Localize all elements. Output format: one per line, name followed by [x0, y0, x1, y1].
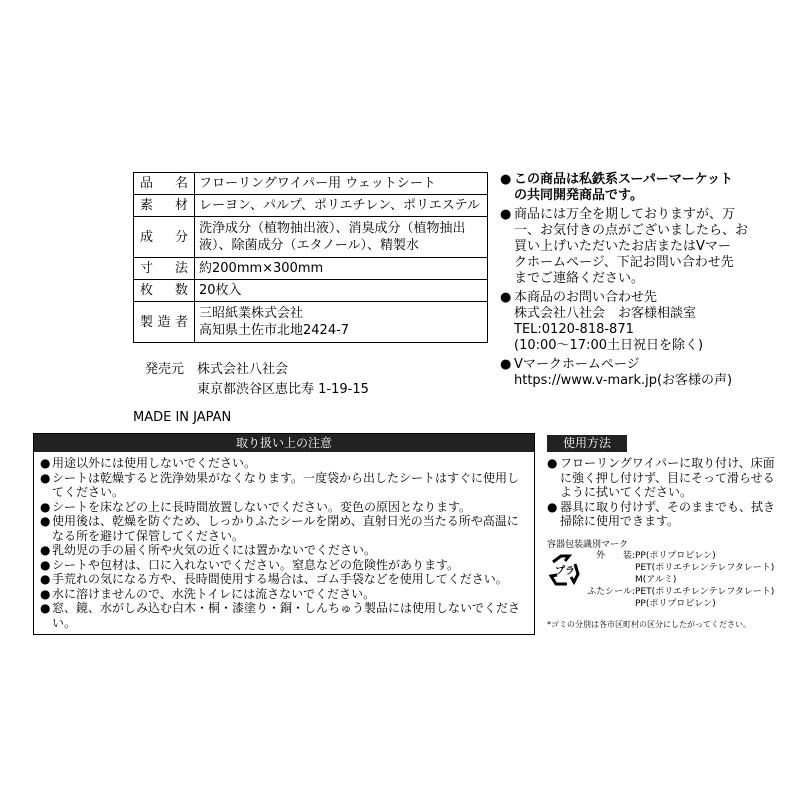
recycle-row — [585, 574, 785, 586]
note-line: 商品には万全を期しておりますが、万 — [514, 207, 736, 222]
bullet-icon: ● — [40, 470, 51, 485]
spec-label: 品 名 — [134, 173, 195, 195]
spec-row-ingredients — [134, 217, 488, 258]
bullet-icon: ● — [40, 543, 51, 557]
spec-table — [133, 172, 488, 343]
spec-value: 20枚入 — [195, 280, 488, 302]
spec-label: 製造者 — [134, 302, 195, 343]
bullet-icon: ● — [40, 557, 51, 572]
spec-value: フローリングワイパー用 ウェットシート — [195, 173, 488, 195]
spec-value-line: 液）、除菌成分（エタノール）、精製水 — [199, 238, 419, 253]
spec-value-line: 三昭紙業株式会社 — [199, 306, 304, 321]
recycle-row — [585, 562, 785, 574]
notes-block — [500, 172, 785, 389]
spec-value: 約200mm×300mm — [195, 258, 488, 280]
bullet-icon: ● — [500, 290, 512, 305]
caution-item: ● シートは乾燥すると洗浄効果がなくなります。一度袋から出したシートはすぐに使用してください。 — [40, 470, 520, 499]
recycle-part: 外 装: — [595, 551, 635, 561]
recycle-title: 容器包装識別マーク — [547, 540, 629, 550]
recycle-material: PP(ポリプロピレン) — [635, 599, 716, 609]
caution-item: ● 手荒れの気になる方や、長時間使用する場合は、ゴム手袋などを使用してください。 — [40, 572, 508, 586]
bullet-icon: ● — [500, 172, 512, 187]
recycle-materials — [585, 550, 785, 610]
recycle-note: *ゴミの分別は各市区町村の区分にしたがってください。 — [547, 620, 751, 629]
caution-title: 取り扱い上の注意 — [34, 434, 534, 452]
recycle-part: ふたシール: — [587, 587, 635, 597]
caution-item: ● シートを床などの上に長時間放置しないでください。変色の原因となります。 — [40, 499, 472, 514]
spec-value — [195, 302, 488, 343]
usage-block — [547, 456, 777, 529]
note-line: Vマークホームページ — [514, 357, 640, 372]
caution-item: ● 水に溶けませんので、水洗トイレには流さないでください。 — [40, 586, 376, 601]
seller-address: 東京都渋谷区恵比寿 1-19-15 — [197, 382, 369, 397]
recycle-row — [585, 586, 785, 598]
note-line: この商品は私鉄系スーパーマーケット — [514, 172, 734, 187]
spec-row-count — [134, 280, 488, 302]
pla-recycle-icon — [547, 552, 583, 588]
note-homepage — [500, 357, 785, 389]
bullet-icon: ● — [40, 586, 51, 601]
spec-value — [195, 217, 488, 258]
seller-name: 株式会社八社会 — [197, 362, 289, 377]
spec-label: 素 材 — [134, 195, 195, 217]
usage-item: ● フローリングワイパーに取り付け、床面に強く押し付けず、目にそって滑らせるように拭いてください。 — [547, 456, 775, 499]
recycle-material: M(アルミ) — [635, 575, 677, 585]
note-line: 一、お気付きの点がございましたら、お — [514, 223, 749, 238]
spec-value: レーヨン、パルプ、ポリエチレン、ポリエステル — [195, 195, 488, 217]
bullet-icon: ● — [40, 601, 51, 615]
bullet-icon: ● — [547, 499, 558, 514]
seller-label: 発売元 — [145, 362, 185, 377]
recycle-material: PP(ポリプロピレン) — [635, 551, 716, 561]
spec-label: 枚 数 — [134, 280, 195, 302]
caution-item: ● 窓、鏡、水がしみ込む白木・桐・漆塗り・銅・しんちゅう製品には使用しないでください。 — [40, 601, 521, 630]
caution-list — [34, 456, 534, 630]
spec-label: 寸 法 — [134, 258, 195, 280]
caution-item: ● 乳幼児の手の届く所や火気の近くには置かないでください。 — [40, 543, 377, 557]
note-inquiry — [500, 290, 785, 354]
bullet-icon: ● — [500, 357, 512, 372]
recycle-material: PET(ポリエチレンテレフタレート) — [635, 563, 775, 573]
spec-value-line: 高知県土佐市北地2424-7 — [199, 323, 350, 338]
bullet-icon: ● — [40, 514, 51, 528]
homepage-url: https://www.v-mark.jp(お客様の声) — [514, 373, 733, 388]
recycle-row — [585, 598, 785, 610]
bullet-icon: ● — [40, 572, 51, 586]
spec-row-manufacturer — [134, 302, 488, 343]
note-line: クホームページ、下記お問い合わせ先 — [514, 255, 734, 270]
recycle-icon-text: プラ — [555, 566, 575, 577]
note-line: までご連絡ください。 — [514, 271, 645, 286]
caution-item: ● 用途以外には使用しないでください。 — [40, 456, 257, 470]
note-phone: TEL:0120-818-871 — [514, 322, 634, 337]
bullet-icon: ● — [40, 456, 51, 470]
note-hours: (10:00～17:00土日祝日を除く) — [514, 338, 704, 353]
spec-label: 成 分 — [134, 217, 195, 258]
usage-title: 使用方法 — [547, 435, 627, 452]
bullet-icon: ● — [500, 207, 512, 222]
spec-row-size — [134, 258, 488, 280]
spec-row-name — [134, 173, 488, 195]
spec-value-line: 洗浄成分（植物抽出液）、消臭成分（植物抽出 — [199, 221, 466, 236]
bullet-icon: ● — [40, 499, 51, 514]
made-in-label: MADE IN JAPAN — [133, 410, 232, 425]
note-contact-request — [500, 207, 785, 287]
usage-item: ● 器具に取り付けず、そのままでも、拭き掃除に使用できます。 — [547, 499, 776, 528]
recycle-material: PET(ポリエチレンテレフタレート) — [635, 587, 775, 597]
note-line: 買い上げいただいたお店またはVマー — [514, 239, 731, 254]
note-line: 本商品のお問い合わせ先 — [514, 290, 658, 305]
bullet-icon: ● — [547, 456, 558, 470]
caution-item: ● シートや包材は、口に入れないでください。窒息などの危険性があります。 — [40, 557, 460, 572]
note-joint-development — [500, 172, 785, 204]
note-line: の共同開発商品です。 — [514, 188, 643, 203]
caution-item: ● 使用後は、乾燥を防ぐため、しっかりふたシールを閉め、直射日光の当たる所や高温になる所を避けて保管してください。 — [40, 514, 519, 543]
spec-row-material — [134, 195, 488, 217]
caution-box — [33, 433, 535, 635]
note-line: 株式会社八社会 お客様相談室 — [514, 306, 697, 321]
recycle-row — [585, 550, 785, 562]
